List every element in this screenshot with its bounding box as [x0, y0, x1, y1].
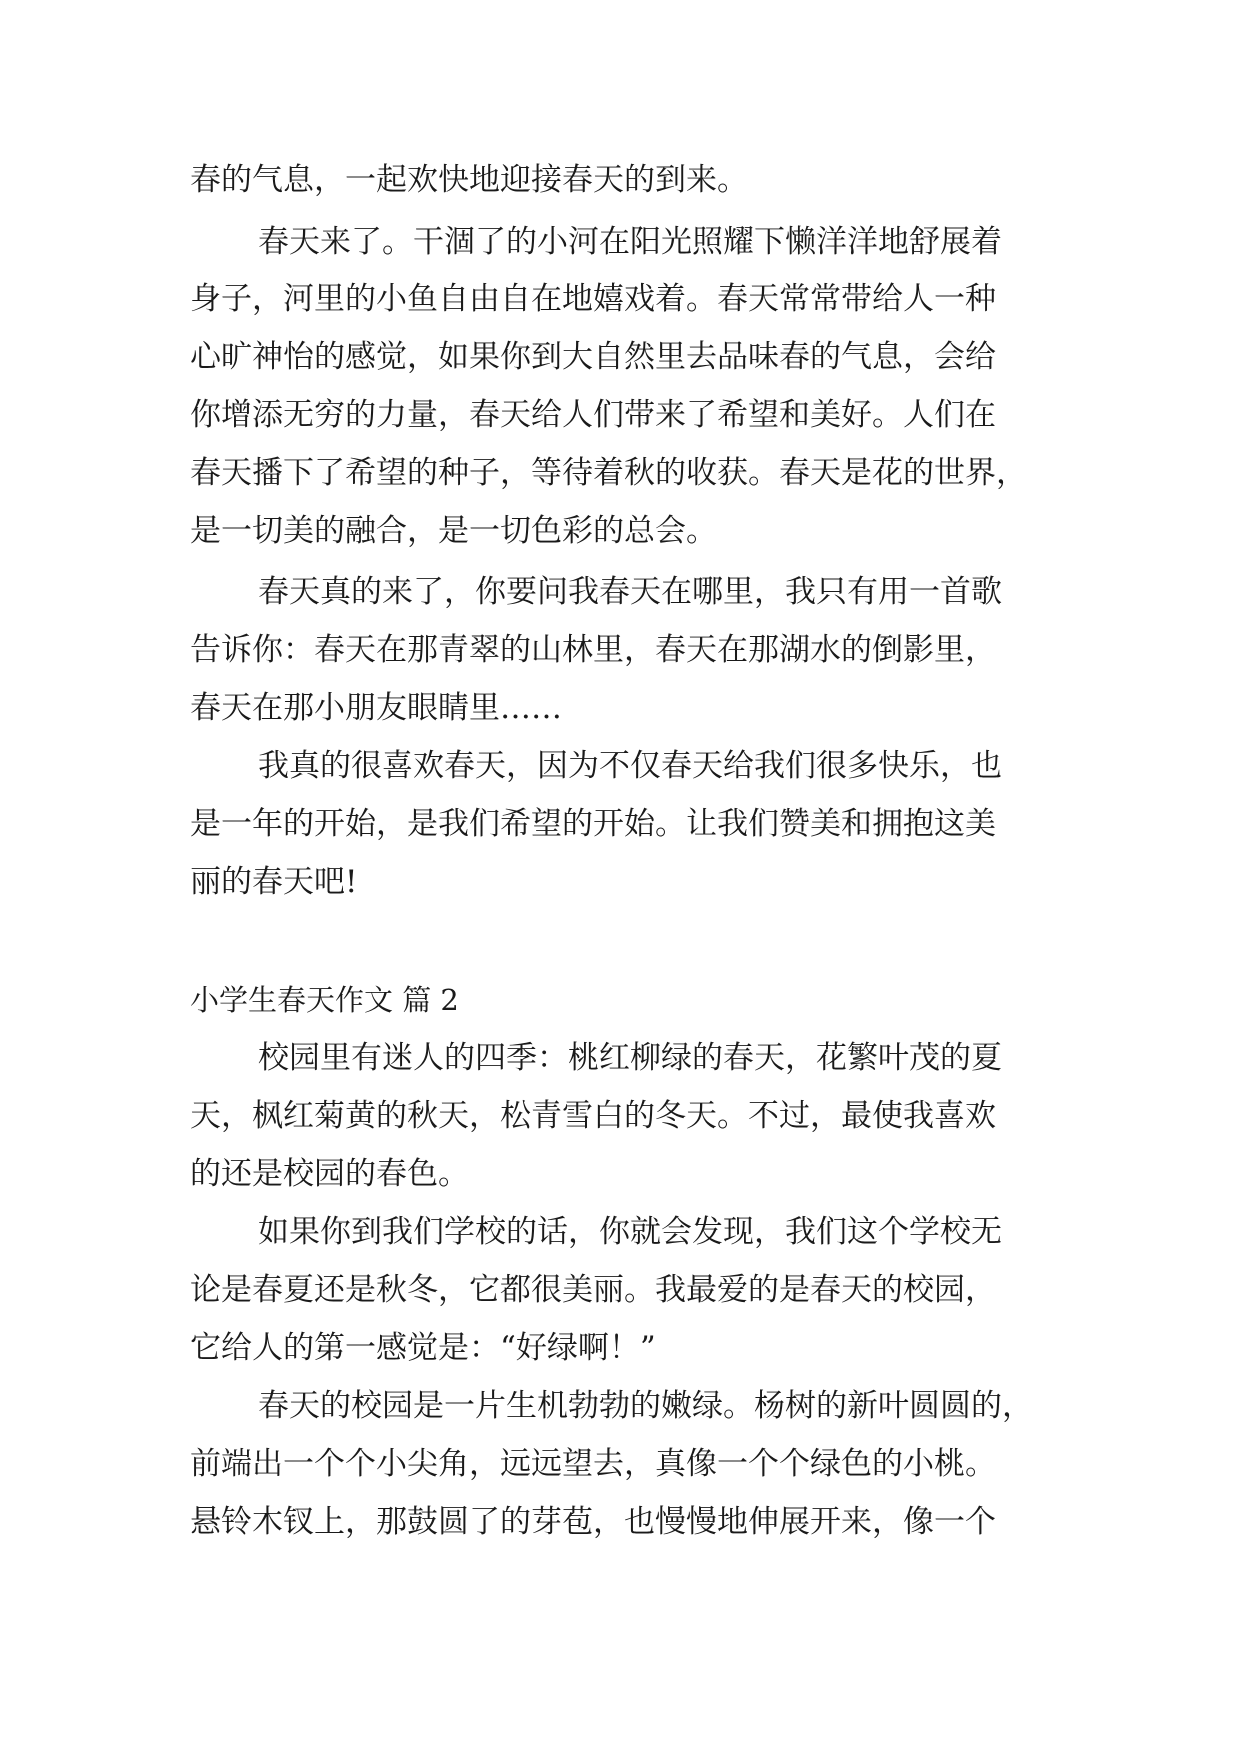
paragraph-line: 春天播下了希望的种子，等待着秋的收获。春天是花的世界，: [190, 455, 1027, 491]
paragraph-line: 它给人的第一感觉是：“好绿啊！”: [190, 1330, 656, 1366]
paragraph-line: 校园里有迷人的四季：桃红柳绿的春天，花繁叶茂的夏: [258, 1040, 1002, 1076]
paragraph-line: 论是春夏还是秋冬，它都很美丽。我最爱的是春天的校园，: [190, 1272, 996, 1308]
paragraph-line: 春天在那小朋友眼睛里……: [190, 690, 562, 726]
paragraph-line: 你增添无穷的力量，春天给人们带来了希望和美好。人们在: [190, 397, 996, 433]
paragraph-line: 告诉你：春天在那青翠的山林里，春天在那湖水的倒影里，: [190, 632, 996, 668]
paragraph-line: 悬铃木钗上，那鼓圆了的芽苞，也慢慢地伸展开来，像一个: [190, 1504, 996, 1540]
paragraph-line: 身子，河里的小鱼自由自在地嬉戏着。春天常常带给人一种: [190, 281, 996, 317]
paragraph-line: 是一年的开始，是我们希望的开始。让我们赞美和拥抱这美: [190, 806, 996, 842]
paragraph-line: 春的气息，一起欢快地迎接春天的到来。: [190, 162, 748, 198]
paragraph-line: 的还是校园的春色。: [190, 1156, 469, 1192]
paragraph-line: 春天来了。干涸了的小河在阳光照耀下懒洋洋地舒展着: [258, 224, 1002, 260]
paragraph-line: 如果你到我们学校的话，你就会发现，我们这个学校无: [258, 1214, 1002, 1250]
paragraph-line: 前端出一个个小尖角，远远望去，真像一个个绿色的小桃。: [190, 1446, 996, 1482]
paragraph-line: 丽的春天吧!: [190, 864, 358, 900]
paragraph-line: 我真的很喜欢春天，因为不仅春天给我们很多快乐，也: [258, 748, 1002, 784]
paragraph-line: 天，枫红菊黄的秋天，松青雪白的冬天。不过，最使我喜欢: [190, 1098, 996, 1134]
paragraph-line: 春天的校园是一片生机勃勃的嫩绿。杨树的新叶圆圆的，: [258, 1388, 1033, 1424]
section-heading: 小学生春天作文 篇 2: [190, 983, 459, 1017]
paragraph-line: 春天真的来了，你要问我春天在哪里，我只有用一首歌: [258, 574, 1002, 610]
paragraph-line: 心旷神怡的感觉，如果你到大自然里去品味春的气息，会给: [190, 339, 996, 375]
paragraph-line: 是一切美的融合，是一切色彩的总会。: [190, 513, 717, 549]
